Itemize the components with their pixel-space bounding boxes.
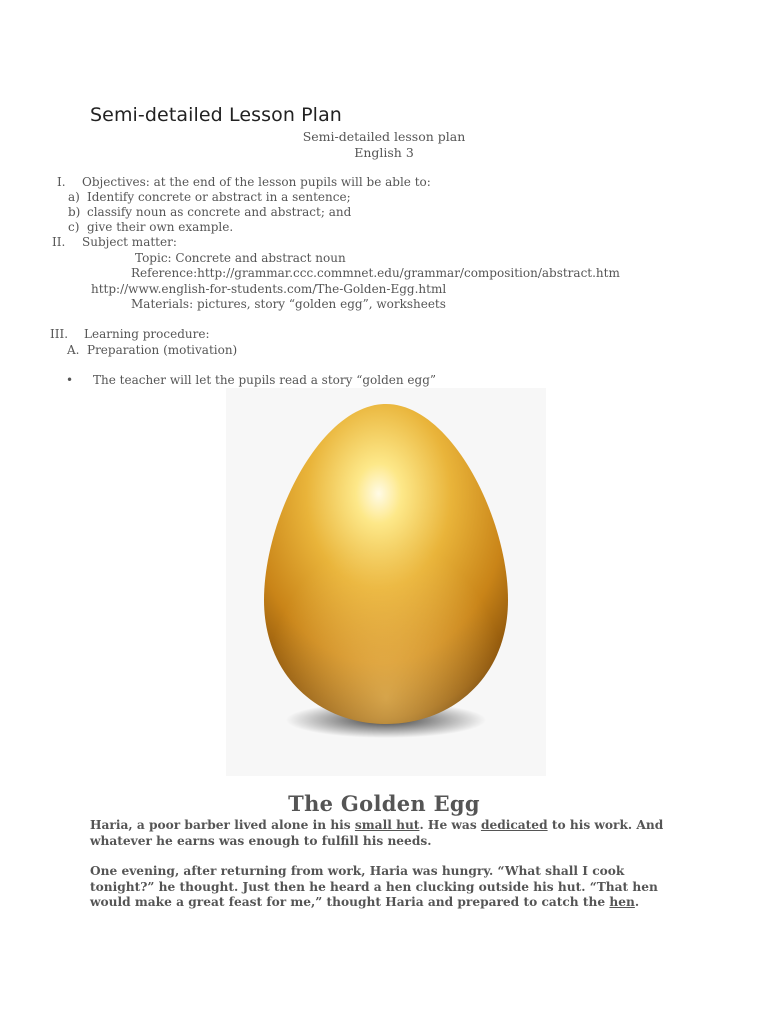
objectives-numeral: I. xyxy=(57,175,66,189)
procedure-numeral: III. xyxy=(50,327,69,341)
underlined-word-dedicated: dedicated xyxy=(480,818,548,832)
topic-line: Topic: Concrete and abstract noun xyxy=(135,251,346,265)
procedure-label: Learning procedure: xyxy=(84,327,210,341)
underlined-word-hen: hen xyxy=(609,895,635,909)
objectives-label: Objectives: at the end of the lesson pupils will be able to: xyxy=(82,175,431,189)
subheading: Semi-detailed lesson plan xyxy=(302,129,466,144)
step-a-text: Preparation (motivation) xyxy=(87,343,238,357)
materials-line: Materials: pictures, story “golden egg”, worksheets xyxy=(131,297,446,311)
bullet-text: The teacher will let the pupils read a story “golden egg” xyxy=(93,373,437,387)
reference-line: Reference:http://grammar.ccc.commnet.edu/grammar/composition/abstract.htm xyxy=(131,266,620,280)
story-text: to his work. And whatever he earns was enough to fulfill his needs. xyxy=(90,818,664,848)
objective-a-text: Identify concrete or abstract in a sentence; xyxy=(87,190,351,204)
reference-url-line: http://www.english-for-students.com/The-Golden-Egg.html xyxy=(91,282,447,296)
story-title: The Golden Egg xyxy=(288,791,480,816)
golden-egg-icon xyxy=(226,388,546,776)
step-a-letter: A. xyxy=(67,343,80,357)
story-text: One evening, after returning from work, Haria was hungry. “What shall I cook tonight?” he thought. Just then he heard a hen clucking outside his hut. “That hen would make a great feast for me,” thought Haria and prepared to catch the xyxy=(90,864,658,909)
document-title: Semi-detailed Lesson Plan xyxy=(90,104,342,126)
subject-label: English 3 xyxy=(354,145,414,160)
story-text: Haria, a poor barber lived alone in his xyxy=(90,818,355,832)
story-paragraph-1 xyxy=(90,818,690,849)
story-text: . xyxy=(634,895,640,909)
subject-matter-numeral: II. xyxy=(52,235,66,249)
story-text: . He was xyxy=(419,818,481,832)
golden-egg-picture xyxy=(226,388,546,776)
bullet-dot: • xyxy=(66,373,74,387)
underlined-word-small-hut: small hut xyxy=(354,818,420,832)
objective-a-letter: a) xyxy=(68,190,80,204)
objective-b-letter: b) xyxy=(68,205,81,219)
objective-c-letter: c) xyxy=(68,220,80,234)
story-paragraph-2 xyxy=(90,864,690,911)
objective-c-text: give their own example. xyxy=(87,220,234,234)
subject-matter-label: Subject matter: xyxy=(82,235,177,249)
objective-b-text: classify noun as concrete and abstract; and xyxy=(87,205,352,219)
